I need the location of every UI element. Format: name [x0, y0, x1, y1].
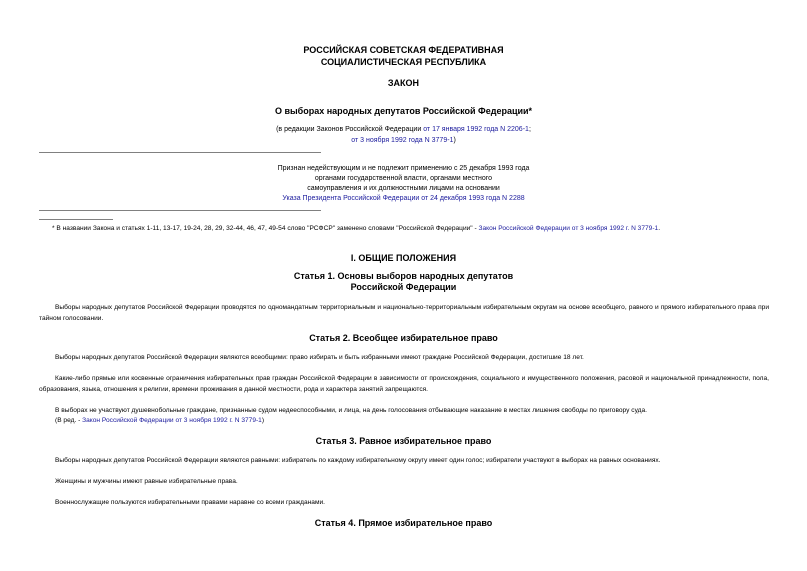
- edition-link-1[interactable]: от 17 января 1992 года N 2206-1: [423, 126, 529, 133]
- article2-edit-suffix: ): [261, 417, 265, 424]
- annulled-line2: органами государственной власти, органами местного: [314, 175, 493, 182]
- header-line1: РОССИЙСКАЯ СОВЕТСКАЯ ФЕДЕРАТИВНАЯ: [303, 45, 504, 55]
- annulled-link-row: [0, 194, 807, 204]
- edition-sep: ;: [528, 126, 531, 133]
- edition-prefix: (в редакции Законов Российской Федерации: [276, 126, 424, 133]
- article2-edit-prefix: (В ред. -: [55, 417, 83, 424]
- edition-suffix: ): [453, 137, 456, 144]
- edition-note-line2: [0, 136, 807, 146]
- annulled-link[interactable]: Указа Президента Российской Федерации от 24 декабря 1993 года N 2288: [282, 195, 525, 202]
- article2-paragraph-3: В выборах не участвуют душевнобольные граждане, признанные судом недееспособными, и лица, на день голосования отбывающие наказание в местах лишения свободы по приговору суда.: [55, 407, 647, 414]
- section-title: I. ОБЩИЕ ПОЛОЖЕНИЯ: [350, 253, 457, 263]
- article2-title: Статья 2. Всеобщее избирательное право: [309, 333, 498, 343]
- edition-note: [0, 125, 807, 135]
- doc-type: ЗАКОН: [387, 78, 420, 88]
- separator-rule-2: [39, 210, 321, 211]
- article3-paragraph-3: Военнослужащие пользуются избирательными правами наравне со всеми гражданами.: [55, 499, 326, 506]
- footnote-end: .: [658, 225, 661, 232]
- doc-title: О выборах народных депутатов Российской Федерации*: [274, 106, 533, 116]
- annulled-line1: Признан недействующим и не подлежит применению с 25 декабря 1993 года: [277, 165, 530, 172]
- article1-title-line1: Статья 1. Основы выборов народных депутатов: [293, 271, 514, 281]
- article1-title-line2: Российской Федерации: [350, 282, 457, 292]
- article2-edit-note: [55, 415, 769, 426]
- article2-edit-link[interactable]: Закон Российской Федерации от 3 ноября 1992 г. N 3779-1: [82, 417, 262, 424]
- article4-title: Статья 4. Прямое избирательное право: [314, 518, 493, 528]
- edition-link-2[interactable]: от 3 ноября 1992 года N 3779-1: [351, 137, 454, 144]
- annulled-line3: самоуправления и их должностными лицами на основании: [307, 185, 500, 192]
- article3-paragraph-1: Выборы народных депутатов Российской Федерации являются равными: избиратель по каждому избирательному округу имеет один голос; избиратели участвуют в выборах на равных основаниях.: [55, 457, 661, 464]
- footnote-rule: [39, 219, 113, 220]
- footnote-text: * В названии Закона и статьях 1-11, 13-17, 19-24, 28, 29, 32-44, 46, 47, 49-54 слово "РСФСР" заменено словами "Российской Федерации" -: [52, 225, 479, 232]
- separator-rule-1: [39, 152, 321, 153]
- article2-paragraph-1: Выборы народных депутатов Российской Федерации являются всеобщими: право избирать и быть избранными имеют граждане Российской Федерации, достигшие 18 лет.: [55, 354, 584, 361]
- footnote-link[interactable]: Закон Российской Федерации от 3 ноября 1992 г. N 3779-1: [478, 225, 659, 232]
- footnote: [52, 224, 772, 234]
- article1-paragraph-1: Выборы народных депутатов Российской Федерации проводятся по одномандатным территориальным и национально-территориальным избирательным округам на основе всеобщего, равного и прямого избирательного права при тайном голосовании.: [39, 304, 769, 322]
- header-line2: СОЦИАЛИСТИЧЕСКАЯ РЕСПУБЛИКА: [320, 57, 487, 67]
- article2-paragraph-2: Какие-либо прямые или косвенные ограничения избирательных прав граждан Российской Федерации в зависимости от происхождения, социального и имущественного положения, расовой и национальной принадлежности, пола, образования, языка, отношения к религии, времени проживания в данной местности, рода и характера занятий запрещаются.: [39, 375, 769, 393]
- article3-title: Статья 3. Равное избирательное право: [315, 436, 492, 446]
- article3-paragraph-2: Женщины и мужчины имеют равные избирательные права.: [55, 478, 238, 485]
